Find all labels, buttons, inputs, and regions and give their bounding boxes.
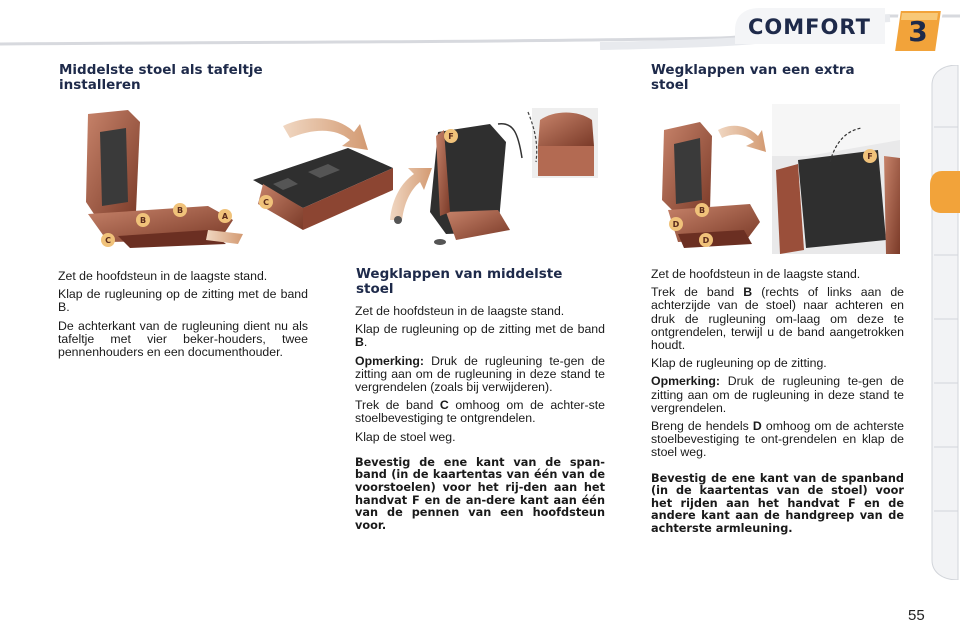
label-b-2: B (176, 206, 184, 215)
right-note: Opmerking: Druk de rugleuning te-gen de zitting aan om de rugleuning in deze stand te vergrendelen. (651, 374, 904, 415)
right-heading: Wegklappen van een extra stoel (651, 62, 855, 93)
vehicle-interior-labels (863, 149, 877, 163)
left-paragraph-3: De achterkant van de rugleuning dient nu als tafeltje met vier beker-houders, twee pennenhouders en een documenthouder. (58, 318, 308, 360)
middle-heading: Wegklappen van middelste stoel (356, 266, 563, 297)
label-b: B (698, 206, 706, 215)
chapter-number: 3 (908, 14, 928, 48)
label-f-right: F (867, 152, 873, 161)
middle-column (355, 305, 605, 537)
label-c-1: C (105, 236, 111, 245)
middle-note: Opmerking: Druk de rugleuning te-gen de zitting aan om de rugleuning in deze stand te vergrendelen (zoals bij verwijderen). (355, 353, 605, 395)
section-title: COMFORT (748, 15, 871, 39)
left-paragraph-2: Klap de rugleuning op de zitting met de band B. (58, 287, 308, 315)
note-label-right: Opmerking: (651, 374, 721, 389)
headrest-inset-drawing (528, 108, 598, 178)
seat-table-drawing (253, 148, 393, 230)
seat-table-labels (259, 195, 273, 209)
seat-folded-labels (444, 129, 458, 143)
label-d-2: D (702, 236, 710, 245)
label-a: A (221, 212, 229, 221)
ref-c: C (439, 398, 449, 413)
right-paragraph-3: Klap de rugleuning op de zitting. (651, 356, 827, 371)
ref-b: B (355, 335, 364, 350)
middle-paragraph-4: Trek de band C omhoog om de achter-ste stoelbevestiging te ontgrendelen. (355, 398, 606, 426)
middle-warning: Bevestig de ene kant van de span-band (in de kaartentas van één van de voorstoelen) voor het rij-den aan het handvat F en de an-dere kant aan één van de pennen van een hoofdsteun voor. (355, 455, 605, 532)
right-warning: Bevestig de ene kant van de spanband (in de kaartentas van de stoel) voor het rijden aan het handvat F en de andere kant aan de handgreep van de achterste armleuning. (651, 471, 904, 536)
label-f: F (448, 132, 454, 141)
label-b-1: B (139, 216, 147, 225)
extra-seat-illustration (648, 100, 903, 258)
middle-paragraph-5: Klap de stoel weg. (355, 429, 456, 444)
ref-d: D (752, 419, 762, 434)
right-paragraph-2: Trek de band B (rechts of links aan de achterzijde van de stoel) naar achteren en druk de rugleuning om-laag om deze te ontgrendelen, terwijl u de band aangetrokken houdt. (651, 285, 905, 353)
seat-upright-drawing (86, 110, 243, 248)
left-heading: Middelste stoel als tafeltje installeren (59, 62, 263, 93)
left-column (58, 270, 308, 364)
fold-arrow-2 (390, 168, 432, 220)
label-d-1: D (672, 220, 680, 229)
ref-b-right: B (743, 285, 753, 300)
extra-fold-arrow (718, 126, 766, 152)
right-paragraph-5: Breng de hendels D omhoog om de achterste stoelbevestiging te ont-grendelen en klap de stoel weg. (651, 419, 904, 460)
note-label: Opmerking: (355, 353, 425, 368)
chapter-tab-strip[interactable] (928, 65, 960, 580)
label-c-2: C (263, 198, 269, 207)
seat-table-illustration (58, 102, 603, 254)
right-column (651, 268, 904, 541)
middle-paragraph-1: Zet de hoofdsteun in de laagste stand. (355, 304, 565, 318)
right-paragraph-1: Zet de hoofdsteun in de laagste stand. (651, 267, 861, 281)
middle-paragraph-2: Klap de rugleuning op de zitting met de band B. (355, 322, 605, 350)
page-number: 55 (908, 607, 925, 624)
fold-arrow-1 (283, 118, 368, 150)
left-paragraph-1: Zet de hoofdsteun in de laagste stand. (58, 269, 268, 283)
vehicle-interior-drawing (772, 104, 900, 254)
